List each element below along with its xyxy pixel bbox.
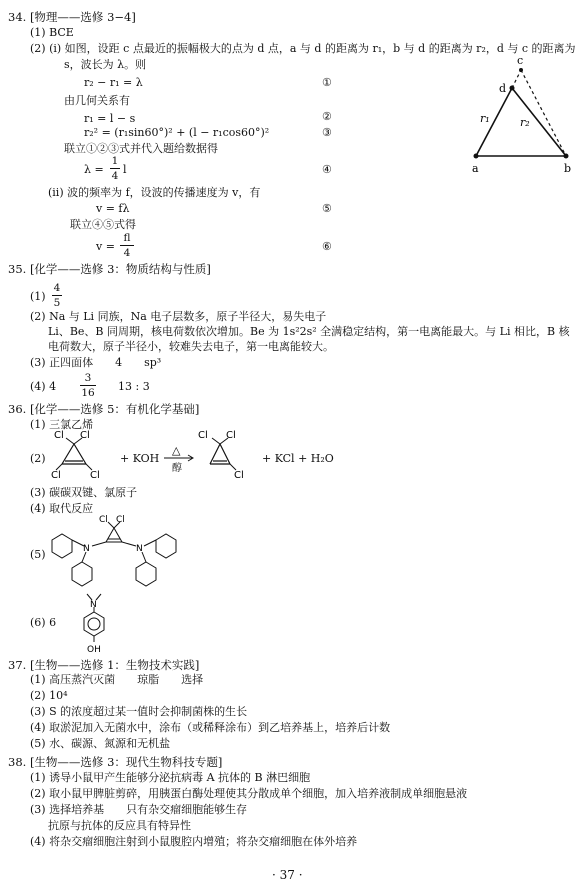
q34-eq3: r₂² = (r₁sin60°)² + (l − r₁cos60°)² — [84, 126, 270, 139]
q36-answer-3: (3) 碳碳双键、氯原子 — [30, 486, 138, 499]
q34-answer-1: (1) BCE — [30, 26, 74, 39]
label-c: c — [517, 54, 524, 67]
q36-answer-4: (4) 取代反应 — [30, 502, 94, 515]
chlorine-label: Cl — [226, 430, 236, 441]
q38-answer-3-line1: (3) 选择培养基 只有杂交瘤细胞能够生存 — [30, 803, 248, 816]
q37-answer-2: (2) 10⁴ — [30, 689, 68, 702]
nitrogen-label: N — [83, 544, 90, 554]
q34-combine2: 联立④⑤式得 — [70, 218, 136, 231]
q34-eq4-fraction: 1 4 — [111, 155, 119, 182]
q35-answer-2-line2: Li、Be、B 同周期，核电荷数依次增加。Be 为 1s²2s² 全满稳定结构，第一电离能最大。与 Li 相比，B 核 — [48, 325, 570, 338]
q36-answer-6-label: (6) 6 — [30, 616, 57, 629]
q35-answer-4-label: (4) 4 — [30, 380, 57, 393]
q34-part-ii: (ii) 波的频率为 f，设波的传播速度为 v，有 — [48, 186, 261, 199]
q37-answer-3: (3) S 的浓度超过某一值时会抑制菌株的生长 — [30, 705, 248, 718]
q36-answer-1: (1) 三氯乙烯 — [30, 418, 94, 431]
chlorine-label: Cl — [54, 430, 64, 441]
q37-answer-5: (5) 水、碳源、氮源和无机盐 — [30, 737, 171, 750]
segment-dc — [512, 70, 521, 88]
q38-header: 38. [生物——选修 3：现代生物科技专题] — [8, 755, 223, 769]
chlorine-label: Cl — [80, 430, 90, 441]
q34-header: 34. [物理——选修 3−4] — [8, 10, 136, 24]
q34-eq6-fraction: fl 4 — [120, 232, 134, 259]
label-b: b — [564, 162, 572, 175]
products-text: + KCl + H₂O — [262, 452, 334, 465]
q35-answer-4-ratio: 13 : 3 — [118, 380, 150, 393]
cyclohexyl-ring — [156, 534, 176, 558]
benzene-ring — [84, 612, 104, 636]
point-c — [519, 68, 523, 72]
chlorine-label: Cl — [90, 470, 100, 481]
nitrogen-label: N — [136, 544, 143, 554]
label-a: a — [472, 162, 479, 175]
point-b — [564, 154, 569, 159]
circled-2: ② — [322, 110, 332, 123]
q34-eq1: r₂ − r₁ = λ — [84, 76, 143, 89]
q34-eq2: r₁ = l − s — [84, 112, 136, 125]
q34-combine1: 联立①②③式并代入题给数据得 — [64, 142, 218, 155]
reagent-koh: + KOH — [120, 452, 160, 465]
condition-heat: △ — [172, 444, 181, 457]
condition-alcohol: 醇 — [172, 463, 182, 474]
point-d — [510, 86, 515, 91]
nitrogen-label: N — [90, 600, 97, 610]
chlorine-label: Cl — [99, 515, 108, 525]
cyclohexyl-ring — [72, 562, 92, 586]
reactant-structure — [51, 430, 118, 481]
chlorine-label: Cl — [51, 470, 61, 481]
q36-answer-2-label: (2) — [30, 452, 46, 465]
bond — [212, 438, 220, 444]
label-r2: r₂ — [520, 116, 530, 129]
bond — [92, 542, 106, 546]
label-d: d — [499, 82, 507, 95]
q38-answer-3-line2: 抗原与抗体的反应具有特异性 — [48, 819, 191, 832]
ring-bond — [106, 528, 114, 542]
q34-eq6-lhs: v = — [96, 240, 115, 253]
circled-5: ⑤ — [322, 202, 332, 215]
circled-1: ① — [322, 76, 332, 89]
triangle-figure — [460, 50, 580, 180]
cyclohexyl-ring — [136, 562, 156, 586]
bond — [122, 542, 136, 546]
q35-answer-1-label: (1) — [30, 290, 46, 303]
product-structure — [198, 430, 258, 481]
circled-6: ⑥ — [322, 240, 332, 253]
q37-header: 37. [生物——选修 1：生物技术实践] — [8, 658, 200, 672]
label-r1: r₁ — [480, 112, 490, 125]
q34-answer-2-line1: (2) (i) 如图，设距 c 点最近的振幅极大的点为 d 点，a 与 d 的距离为 r₁，b 与 d 的距离为 r₂，d 与 c 的距离为 — [30, 42, 576, 55]
q35-header: 35. [化学——选修 3：物质结构与性质] — [8, 262, 211, 276]
q36-answer-5-label: (5) — [30, 548, 46, 561]
q37-answer-4: (4) 取淤泥加入无菌水中，涂布（或稀释涂布）到乙培养基上，培养后计数 — [30, 721, 391, 734]
q34-geometry-text: 由几何关系有 — [64, 94, 130, 107]
side-cb — [521, 70, 566, 156]
page-number: · 37 · — [272, 868, 303, 882]
bond — [108, 522, 114, 528]
q38-answer-4: (4) 将杂交瘤细胞注射到小鼠腹腔内增殖；将杂交瘤细胞在体外培养 — [30, 835, 358, 848]
q35-answer-4-fraction: 3 16 — [81, 372, 95, 399]
q35-answer-2-line3: 电荷数大，原子半径小，较难失去电子，第一电离能较大。 — [48, 340, 334, 353]
circled-4: ④ — [322, 163, 332, 176]
cyclohexyl-ring — [52, 534, 72, 558]
q35-answer-2-line1: (2) Na 与 Li 同族，Na 电子层数多，原子半径大，易失电子 — [30, 310, 327, 323]
q34-answer-2-line2: s，波长为 λ。则 — [64, 58, 147, 71]
q35-answer-1-fraction: 4 5 — [53, 282, 61, 309]
q35-answer-3: (3) 正四面体 4 sp³ — [30, 356, 162, 369]
ring-bond — [114, 528, 122, 542]
q34-eq4-tail: l — [123, 163, 127, 176]
q34-eq5: v = fλ — [96, 202, 130, 215]
reaction-arrow — [162, 440, 196, 474]
circled-3: ③ — [322, 126, 332, 139]
chlorine-label: Cl — [116, 515, 125, 525]
aromatic-circle — [88, 618, 100, 630]
bond — [66, 438, 74, 444]
q34-eq4-lhs: λ = — [84, 163, 104, 176]
q38-answer-1: (1) 诱导小鼠甲产生能够分泌抗病毒 A 抗体的 B 淋巴细胞 — [30, 771, 311, 784]
compound-5-structure — [52, 512, 188, 588]
compound-6-structure — [74, 590, 114, 656]
chlorine-label: Cl — [234, 470, 244, 481]
q38-answer-2: (2) 取小鼠甲脾脏剪碎，用胰蛋白酶处理使其分散成单个细胞，加入培养液制成单细胞悬液 — [30, 787, 468, 800]
hydroxyl-label: OH — [87, 645, 101, 655]
q36-header: 36. [化学——选修 5：有机化学基础] — [8, 402, 200, 416]
q37-answer-1: (1) 高压蒸汽灭菌 琼脂 选择 — [30, 673, 204, 686]
point-a — [474, 154, 479, 159]
chlorine-label: Cl — [198, 430, 208, 441]
bond — [144, 540, 156, 546]
methyl-bond — [96, 594, 101, 600]
